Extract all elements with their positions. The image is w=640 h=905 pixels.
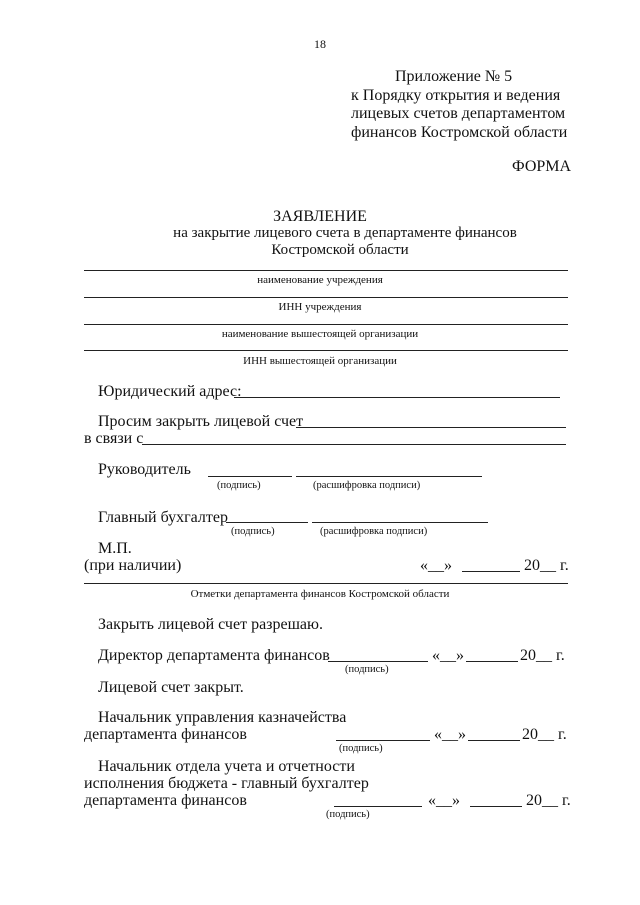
- caption-institution-inn: ИНН учреждения: [278, 301, 362, 313]
- chief-accountant-decoding-line[interactable]: [312, 522, 488, 523]
- head-decoding-caption: (расшифровка подписи): [313, 480, 421, 491]
- director-signature-caption: (подпись): [345, 664, 389, 675]
- stamp-if-any: (при наличии): [84, 557, 182, 574]
- form-label: ФОРМА: [512, 158, 572, 175]
- page-number: 18: [314, 37, 326, 51]
- institution-name-line[interactable]: [84, 270, 568, 271]
- treasury-date-year[interactable]: 20__ г.: [522, 726, 567, 743]
- accounting-signature-caption: (подпись): [326, 809, 370, 820]
- close-request-label: Просим закрыть лицевой счет: [98, 413, 304, 430]
- director-date-year[interactable]: 20__ г.: [520, 647, 565, 664]
- stamp-label: М.П.: [98, 540, 132, 557]
- head-signature-caption: (подпись): [217, 480, 261, 491]
- permit-text: Закрыть лицевой счет разрешаю.: [98, 616, 323, 633]
- department-notes-divider: [84, 583, 568, 584]
- accounting-date-year[interactable]: 20__ г.: [526, 792, 571, 809]
- accounting-date-day[interactable]: «__»: [428, 792, 460, 809]
- head-signature-line[interactable]: [208, 476, 292, 477]
- chief-accountant-label: Главный бухгалтер: [98, 509, 228, 526]
- treasury-head-signature-line[interactable]: [336, 740, 430, 741]
- director-date-month-line[interactable]: [466, 661, 518, 662]
- document-subtitle-1: на закрытие лицевого счета в департаменте финансов: [173, 225, 517, 241]
- appendix-line-4: финансов Костромской области: [351, 124, 568, 141]
- institution-inn-line[interactable]: [84, 297, 568, 298]
- treasury-date-month-line[interactable]: [468, 740, 520, 741]
- document-subtitle-2: Костромской области: [271, 242, 409, 258]
- appendix-line-1: Приложение № 5: [395, 68, 513, 85]
- caption-parent-name: наименование вышестоящей организации: [221, 328, 419, 340]
- appendix-line-3: лицевых счетов департаментом: [351, 105, 566, 122]
- appendix-line-2: к Порядку открытия и ведения: [351, 87, 561, 104]
- accounting-date-month-line[interactable]: [470, 806, 522, 807]
- treasury-head-label-1: Начальник управления казначейства: [98, 709, 347, 726]
- director-label: Директор департамента финансов: [98, 647, 330, 664]
- treasury-date-day[interactable]: «__»: [434, 726, 466, 743]
- due-to-label: в связи с: [84, 430, 144, 447]
- director-date-day[interactable]: «__»: [432, 647, 464, 664]
- accounting-head-label-2: исполнения бюджета - главный бухгалтер: [84, 775, 369, 792]
- treasury-head-label-2: департамента финансов: [84, 726, 247, 743]
- head-decoding-line[interactable]: [296, 476, 482, 477]
- applicant-date-year[interactable]: 20__ г.: [524, 557, 569, 574]
- chief-accountant-signature-line[interactable]: [226, 522, 308, 523]
- document-title: ЗАЯВЛЕНИЕ: [273, 208, 367, 225]
- caption-parent-inn: ИНН вышестоящей организации: [243, 355, 397, 367]
- applicant-date-day[interactable]: «__»: [420, 557, 452, 574]
- director-signature-line[interactable]: [328, 661, 428, 662]
- legal-address-label: Юридический адрес:: [98, 383, 242, 400]
- account-closed-text: Лицевой счет закрыт.: [98, 679, 244, 696]
- head-label: Руководитель: [98, 461, 191, 478]
- chief-accountant-signature-caption: (подпись): [231, 526, 275, 537]
- legal-address-line[interactable]: [234, 397, 560, 398]
- caption-institution-name: наименование учреждения: [257, 274, 383, 286]
- parent-name-line[interactable]: [84, 324, 568, 325]
- close-request-line[interactable]: [296, 427, 566, 428]
- accounting-head-label-3: департамента финансов: [84, 792, 247, 809]
- applicant-date-month-line[interactable]: [462, 571, 520, 572]
- accounting-head-signature-line[interactable]: [334, 806, 422, 807]
- accounting-head-label-1: Начальник отдела учета и отчетности: [98, 758, 355, 775]
- department-notes-title: Отметки департамента финансов Костромской области: [190, 588, 450, 600]
- treasury-signature-caption: (подпись): [339, 743, 383, 754]
- due-to-line[interactable]: [142, 444, 566, 445]
- parent-inn-line[interactable]: [84, 350, 568, 351]
- chief-accountant-decoding-caption: (расшифровка подписи): [320, 526, 428, 537]
